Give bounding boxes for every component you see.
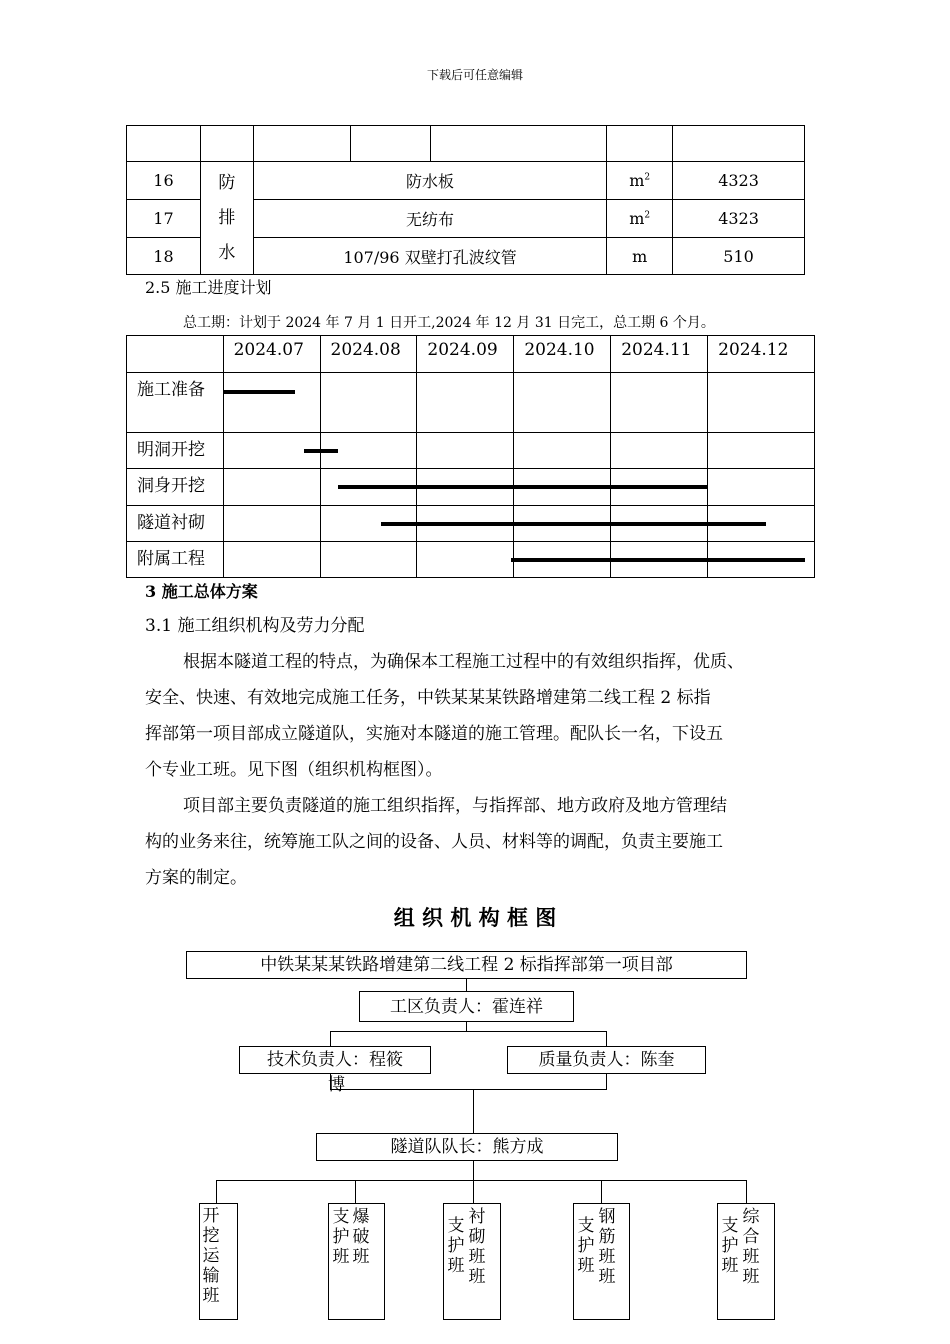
month-label: 2024.11 — [611, 336, 708, 373]
corner-cell — [127, 336, 224, 373]
task-label: 洞身开挖 — [127, 469, 224, 506]
org-tech-box: 技术负责人：程筱 — [239, 1046, 431, 1074]
schedule-summary: 总工期：计划于 2024 年 7 月 1 日开工,2024 年 12 月 31 日完工，总工期 6 个月。 — [183, 315, 715, 331]
paragraph-line: 挥部第一项目部成立隧道队，实施对本隧道的施工管理。配队长一名，下设五 — [145, 724, 723, 744]
org-top-box: 中铁某某某铁路增建第二线工程 2 标指挥部第一项目部 — [186, 951, 747, 979]
team-box-general — [717, 1203, 775, 1320]
item-name: 防水板 — [253, 162, 606, 200]
team-box-blasting — [328, 1203, 385, 1320]
team-label: 支护班 — [721, 1216, 739, 1276]
task-label: 明洞开挖 — [127, 433, 224, 469]
team-box-rebar — [573, 1203, 630, 1320]
page-header: 下载后可任意编辑 — [426, 68, 523, 82]
org-manager-box: 工区负责人：霍连祥 — [359, 991, 574, 1022]
item-unit: $m^2$ — [607, 162, 673, 200]
team-label: 钢筋班班 — [598, 1207, 616, 1287]
team-label: 衬砌班班 — [468, 1207, 486, 1287]
row-number: 16 — [127, 162, 201, 200]
month-label: 2024.09 — [417, 336, 514, 373]
category-cell — [200, 162, 253, 275]
month-label: 2024.07 — [223, 336, 320, 373]
gantt-bar — [381, 522, 766, 526]
team-label: 开挖运输班 — [202, 1206, 220, 1306]
team-label: 支护班 — [447, 1216, 465, 1276]
month-label: 2024.08 — [320, 336, 417, 373]
section-heading-3: 3 施工总体方案 — [145, 582, 258, 601]
paragraph-line: 方案的制定。 — [145, 868, 247, 888]
item-qty: 4323 — [673, 200, 805, 238]
table-row — [127, 162, 805, 200]
row-number: 18 — [127, 238, 201, 275]
paragraph-line: 安全、快速、有效地完成施工任务，中铁某某某铁路增建第二线工程 2 标指 — [145, 688, 711, 708]
row-number: 17 — [127, 200, 201, 238]
item-name: 无纺布 — [253, 200, 606, 238]
org-captain-box: 隧道队队长：熊方成 — [316, 1133, 618, 1161]
paragraph-line: 根据本隧道工程的特点，为确保本工程施工过程中的有效组织指挥，优质、 — [183, 652, 744, 672]
paragraph-line: 构的业务来往，统筹施工队之间的设备、人员、材料等的调配，负责主要施工 — [145, 832, 723, 852]
item-qty: 510 — [673, 238, 805, 275]
team-label: 支护班 — [577, 1216, 595, 1276]
team-label: 综合班班 — [742, 1207, 760, 1287]
paragraph-line: 项目部主要负责隧道的施工组织指挥，与指挥部、地方政府及地方管理结 — [183, 796, 727, 816]
gantt-header-row — [127, 336, 815, 373]
org-tech-overflow: 博 — [328, 1075, 345, 1095]
schedule-gantt-chart — [126, 335, 815, 578]
gantt-bar — [223, 390, 295, 394]
item-unit: $m^2$ — [607, 200, 673, 238]
gantt-bar — [338, 485, 709, 489]
section-heading-2-5: 2.5 施工进度计划 — [145, 278, 272, 297]
paragraph-line: 个专业工班。见下图（组织机构框图）。 — [145, 760, 443, 780]
table-row — [127, 126, 805, 162]
item-qty: 4323 — [673, 162, 805, 200]
team-label: 爆破班 — [352, 1207, 370, 1267]
task-label: 施工准备 — [127, 373, 224, 433]
material-table — [126, 125, 805, 275]
paragraph-2 — [145, 788, 835, 896]
team-box-lining — [443, 1203, 501, 1320]
gantt-bar — [511, 558, 805, 562]
section-heading-3-1: 3.1 施工组织机构及劳力分配 — [145, 616, 365, 636]
org-quality-box: 质量负责人：陈奎 — [507, 1046, 706, 1074]
gantt-bar — [304, 449, 338, 453]
item-unit: m — [607, 238, 673, 275]
category-char: 水 — [218, 242, 236, 263]
category-char: 防 — [218, 172, 236, 193]
gantt-row — [127, 373, 815, 433]
month-label: 2024.10 — [514, 336, 611, 373]
task-label: 附属工程 — [127, 542, 224, 578]
team-box-excavation — [199, 1203, 238, 1320]
paragraph-1 — [145, 644, 835, 788]
month-label: 2024.12 — [708, 336, 815, 373]
org-chart-title: 组 织 机 构 框 图 — [393, 906, 557, 930]
category-char: 排 — [218, 207, 236, 228]
task-label: 隧道衬砌 — [127, 506, 224, 542]
gantt-row — [127, 433, 815, 469]
item-name: 107/96 双壁打孔波纹管 — [253, 238, 606, 275]
team-label: 支护班 — [332, 1207, 350, 1267]
